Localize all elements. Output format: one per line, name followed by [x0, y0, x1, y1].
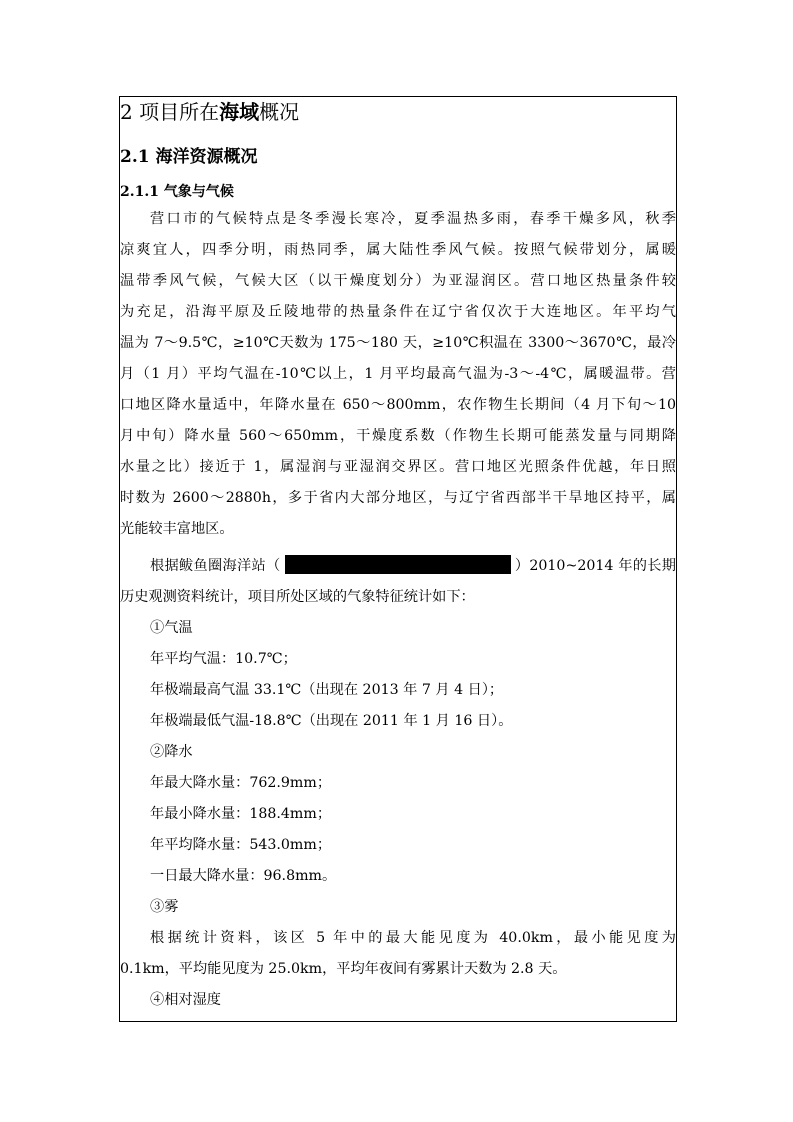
paragraph-line: 温带季风气候，气候大区（以干燥度划分）为亚湿润区。营口地区热量条件较: [120, 273, 676, 289]
section-heading-emphasis: 海域: [219, 100, 260, 124]
list-item: 年极端最低气温-18.8℃（出现在 2011 年 1 月 16 日）。: [150, 713, 513, 729]
precipitation-title: ②降水: [150, 744, 193, 760]
subsection-heading: 2.1 海洋资源概况: [120, 147, 258, 167]
paragraph-line: 时数为 2600～2880h，多于省内大部分地区，与辽宁省西部半干旱地区持平，属: [120, 490, 676, 506]
paragraph-line: 水量之比）接近于 1，属湿润与亚湿润交界区。营口地区光照条件优越，年日照: [120, 459, 676, 475]
paragraph-line: 0.1km，平均能见度为 25.0km，平均年夜间有雾累计天数为 2.8 天。: [120, 961, 567, 977]
station-paragraph: [120, 551, 676, 613]
fog-title: ③雾: [150, 899, 179, 915]
list-item: 年极端最高气温 33.1℃（出现在 2013 年 7 月 4 日）；: [150, 682, 504, 698]
redaction-block: [285, 555, 511, 574]
section-heading: [120, 97, 299, 127]
paragraph-line: 月中旬）降水量 560～650mm，干燥度系数（作物生长期可能蒸发量与同期降: [120, 428, 676, 444]
paragraph-line: 月（1 月）平均气温在-10℃以上，1 月平均最高气温为-3～-4℃，属暖温带。营: [120, 366, 676, 382]
station-text-after: ）2010~2014 年的长期: [514, 558, 676, 574]
paragraph-line: 温为 7～9.5℃，≥10℃天数为 175～180 天，≥10℃积温在 3300～3670℃，最冷: [120, 335, 676, 351]
list-item: 一日最大降水量：96.8mm。: [150, 868, 337, 884]
list-item: 年最大降水量：762.9mm；: [150, 775, 332, 791]
temperature-title: ①气温: [150, 620, 193, 636]
station-text-before: 根据鲅鱼圈海洋站（: [150, 558, 281, 574]
list-item: 年平均气温：10.7℃；: [150, 651, 297, 667]
paragraph-line: 历史观测资料统计，项目所处区域的气象特征统计如下：: [120, 589, 475, 605]
paragraph-line: 凉爽宜人，四季分明，雨热同季，属大陆性季风气候。按照气候带划分，属暖: [120, 242, 676, 258]
paragraph-line: 光能较丰富地区。: [120, 521, 234, 537]
list-item: 年最小降水量：188.4mm；: [150, 806, 332, 822]
humidity-title: ④相对湿度: [150, 992, 221, 1008]
paragraph-line: 营口市的气候特点是冬季漫长寒冷，夏季温热多雨，春季干燥多风，秋季: [150, 211, 676, 227]
section-heading-prefix: 2 项目所在: [120, 100, 220, 124]
section-heading-suffix: 概况: [259, 100, 300, 124]
list-item: 年平均降水量：543.0mm；: [150, 837, 332, 853]
paragraph-line: 为充足，沿海平原及丘陵地带的热量条件在辽宁省仅次于大连地区。年平均气: [120, 304, 676, 320]
paragraph-line: 根据统计资料，该区 5 年中的最大能见度为 40.0km，最小能见度为: [150, 930, 676, 946]
paragraph-line: 口地区降水量适中，年降水量在 650～800mm，农作物生长期间（4 月下旬～10: [120, 397, 676, 413]
subsubsection-heading: 2.1.1 气象与气候: [120, 184, 234, 200]
fog-paragraph: [120, 923, 676, 985]
paragraph-line: [120, 551, 676, 582]
climate-paragraph: [120, 204, 676, 545]
